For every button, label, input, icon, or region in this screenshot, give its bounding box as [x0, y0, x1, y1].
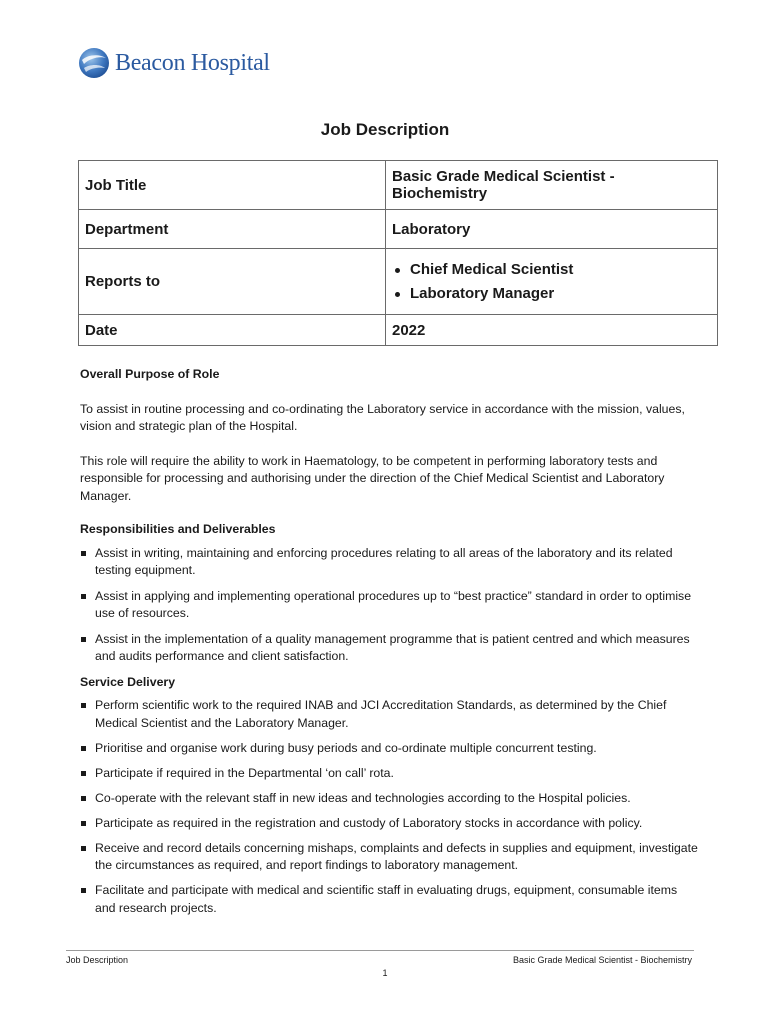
list-item: Receive and record details concerning mishaps, complaints and defects in supplies and equipment, investigate the circumstances as required, and report findings to laboratory management.	[80, 840, 700, 875]
purpose-paragraph: This role will require the ability to work in Haematology, to be competent in performing laboratory tests and responsible for processing and authorising under the direction of the Chief Medical Scientist and Laboratory Manager.	[80, 453, 665, 503]
table-row	[79, 315, 718, 346]
department-label: Department	[79, 210, 386, 249]
list-item: Assist in writing, maintaining and enforcing procedures relating to all areas of the laboratory and its related testing equipment.	[80, 545, 700, 580]
list-item: Facilitate and participate with medical and scientific staff in evaluating drugs, equipment, consumable items and research projects.	[80, 882, 700, 917]
job-info-table	[78, 160, 718, 346]
list-item: Assist in applying and implementing operational procedures up to “best practice” standard in order to optimise use of resources.	[80, 588, 700, 623]
responsibilities-heading: Responsibilities and Deliverables	[80, 522, 276, 536]
list-item: Assist in the implementation of a quality management programme that is patient centred and which measures and audits performance and client satisfaction.	[80, 631, 700, 666]
table-row	[79, 210, 718, 249]
reports-to-value	[386, 249, 718, 315]
list-item: Perform scientific work to the required INAB and JCI Accreditation Standards, as determined by the Chief Medical Scientist and the Laboratory Manager.	[80, 697, 700, 732]
footer-divider	[66, 950, 694, 951]
reports-to-list	[392, 258, 711, 306]
footer-right: Basic Grade Medical Scientist - Biochemistry	[512, 955, 692, 965]
hospital-logo	[78, 46, 270, 80]
purpose-paragraph: To assist in routine processing and co-ordinating the Laboratory service in accordance with the mission, values, vision and strategic plan of the Hospital.	[80, 401, 685, 433]
reports-to-label: Reports to	[79, 249, 386, 315]
list-item: Co-operate with the relevant staff in new ideas and technologies according to the Hospital policies.	[80, 790, 700, 808]
list-item: Prioritise and organise work during busy periods and co-ordinate multiple concurrent testing.	[80, 740, 700, 758]
globe-logo-icon	[78, 46, 110, 80]
date-label: Date	[79, 315, 386, 346]
date-value: 2022	[386, 315, 718, 346]
list-item: Participate as required in the registration and custody of Laboratory stocks in accordance with policy.	[80, 815, 700, 833]
logo-text: Beacon Hospital	[115, 49, 270, 76]
list-item: Chief Medical Scientist	[410, 258, 711, 282]
service-delivery-list	[80, 697, 700, 917]
footer-left: Job Description	[66, 955, 129, 965]
department-value: Laboratory	[386, 210, 718, 249]
table-row	[79, 249, 718, 315]
document-body	[80, 366, 700, 925]
job-title-value: Basic Grade Medical Scientist - Biochemistry	[386, 161, 718, 210]
page-number: 1	[382, 968, 388, 978]
list-item: Participate if required in the Departmental ‘on call’ rota.	[80, 765, 700, 783]
list-item: Laboratory Manager	[410, 282, 711, 306]
responsibilities-list	[80, 545, 700, 666]
page-title: Job Description	[320, 120, 450, 139]
table-row	[79, 161, 718, 210]
job-title-label: Job Title	[79, 161, 386, 210]
purpose-heading: Overall Purpose of Role	[80, 367, 220, 381]
service-delivery-heading: Service Delivery	[80, 674, 176, 689]
